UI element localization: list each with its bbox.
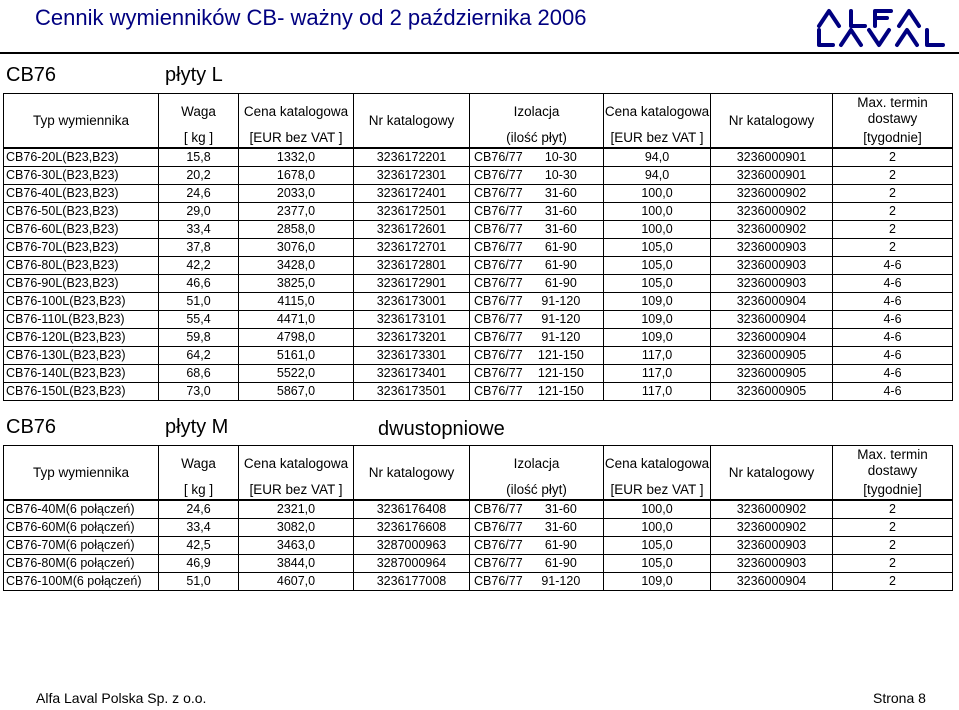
izolacja-plate-range: 121-150 <box>537 348 584 362</box>
izolacja-content <box>470 275 603 292</box>
cell-nr2: 3236000905 <box>711 383 833 401</box>
izolacja-type: CB76/77 <box>474 384 523 398</box>
cell-nr: 3236173301 <box>354 347 470 365</box>
cell-izolacja <box>470 257 604 275</box>
table-row <box>4 347 953 365</box>
col-cena-header: Cena katalogowa <box>239 446 354 481</box>
izolacja-content <box>470 383 603 400</box>
cell-waga: 33,4 <box>159 221 239 239</box>
cell-waga: 42,5 <box>159 537 239 555</box>
izolacja-content <box>470 573 603 590</box>
cell-waga: 15,8 <box>159 148 239 167</box>
table-row <box>4 239 953 257</box>
cell-typ: CB76-60M(6 połączeń) <box>4 519 159 537</box>
footer-company: Alfa Laval Polska Sp. z o.o. <box>36 690 207 706</box>
cell-nr: 3236172601 <box>354 221 470 239</box>
cell-nr2: 3236000903 <box>711 537 833 555</box>
izolacja-content <box>470 311 603 328</box>
cell-termin: 2 <box>833 221 953 239</box>
cell-cena: 5161,0 <box>239 347 354 365</box>
unit-cena2: [EUR bez VAT ] <box>604 480 711 500</box>
table-row <box>4 329 953 347</box>
izolacja-plate-range: 91-120 <box>541 312 581 326</box>
table-row <box>4 293 953 311</box>
izolacja-content <box>470 203 603 220</box>
cell-izolacja <box>470 239 604 257</box>
cell-cena2: 100,0 <box>604 185 711 203</box>
cell-izolacja <box>470 167 604 185</box>
cell-izolacja <box>470 365 604 383</box>
cell-izolacja <box>470 347 604 365</box>
cell-cena2: 105,0 <box>604 555 711 573</box>
izolacja-content <box>470 149 603 166</box>
table-row <box>4 365 953 383</box>
cell-izolacja <box>470 500 604 519</box>
cell-cena: 4115,0 <box>239 293 354 311</box>
cell-typ: CB76-40M(6 połączeń) <box>4 500 159 519</box>
cell-waga: 64,2 <box>159 347 239 365</box>
cell-nr2: 3236000902 <box>711 500 833 519</box>
izolacja-content <box>470 239 603 256</box>
cell-termin: 4-6 <box>833 257 953 275</box>
izolacja-type: CB76/77 <box>474 222 523 236</box>
cell-typ: CB76-70M(6 połączeń) <box>4 537 159 555</box>
cell-cena: 3428,0 <box>239 257 354 275</box>
table-row <box>4 500 953 519</box>
cell-nr2: 3236000905 <box>711 347 833 365</box>
cell-termin: 4-6 <box>833 311 953 329</box>
cell-cena2: 100,0 <box>604 221 711 239</box>
cell-cena: 1678,0 <box>239 167 354 185</box>
cell-cena: 2377,0 <box>239 203 354 221</box>
izolacja-plate-range: 31-60 <box>544 186 577 200</box>
termin-header-line2: dostawy <box>867 111 918 126</box>
cell-waga: 29,0 <box>159 203 239 221</box>
cell-nr2: 3236000905 <box>711 365 833 383</box>
izolacja-plate-range: 10-30 <box>544 168 577 182</box>
col-nr-header: Nr katalogowy <box>354 94 470 149</box>
cell-termin: 4-6 <box>833 365 953 383</box>
izolacja-type: CB76/77 <box>474 348 523 362</box>
cell-nr: 3236172301 <box>354 167 470 185</box>
cell-izolacja <box>470 383 604 401</box>
cell-cena: 2321,0 <box>239 500 354 519</box>
cell-cena2: 105,0 <box>604 275 711 293</box>
cell-nr: 3236173401 <box>354 365 470 383</box>
cell-nr2: 3236000902 <box>711 221 833 239</box>
table-row <box>4 555 953 573</box>
cell-izolacja <box>470 311 604 329</box>
izolacja-content <box>470 185 603 202</box>
cell-typ: CB76-60L(B23,B23) <box>4 221 159 239</box>
cell-waga: 73,0 <box>159 383 239 401</box>
izolacja-type: CB76/77 <box>474 574 523 588</box>
table-row <box>4 167 953 185</box>
cell-termin: 2 <box>833 555 953 573</box>
price-table-m <box>3 445 953 591</box>
cell-nr: 3236172701 <box>354 239 470 257</box>
izolacja-plate-range: 31-60 <box>544 520 577 534</box>
unit-waga: [ kg ] <box>159 480 239 500</box>
col-typ-header: Typ wymiennika <box>4 94 159 149</box>
cell-cena2: 100,0 <box>604 500 711 519</box>
cell-nr2: 3236000902 <box>711 185 833 203</box>
cell-cena: 3844,0 <box>239 555 354 573</box>
cell-izolacja <box>470 221 604 239</box>
izolacja-content <box>470 347 603 364</box>
izolacja-content <box>470 167 603 184</box>
cell-typ: CB76-80L(B23,B23) <box>4 257 159 275</box>
cell-typ: CB76-130L(B23,B23) <box>4 347 159 365</box>
col-nr2-header: Nr katalogowy <box>711 94 833 149</box>
table-row <box>4 519 953 537</box>
cell-cena: 3076,0 <box>239 239 354 257</box>
cell-termin: 4-6 <box>833 347 953 365</box>
cell-nr: 3287000964 <box>354 555 470 573</box>
cell-waga: 33,4 <box>159 519 239 537</box>
izolacja-content <box>470 329 603 346</box>
page-title: Cennik wymienników CB- ważny od 2 października 2006 <box>35 5 587 30</box>
izolacja-type: CB76/77 <box>474 150 523 164</box>
cell-termin: 4-6 <box>833 329 953 347</box>
cell-typ: CB76-100L(B23,B23) <box>4 293 159 311</box>
izolacja-plate-range: 10-30 <box>544 150 577 164</box>
cell-cena2: 109,0 <box>604 293 711 311</box>
cell-cena: 1332,0 <box>239 148 354 167</box>
unit-izolacja: (ilość płyt) <box>470 128 604 148</box>
cell-typ: CB76-20L(B23,B23) <box>4 148 159 167</box>
cell-termin: 2 <box>833 500 953 519</box>
unit-cena: [EUR bez VAT ] <box>239 128 354 148</box>
table-row <box>4 275 953 293</box>
section2-sublabel: płyty M <box>165 416 229 438</box>
izolacja-plate-range: 121-150 <box>537 384 584 398</box>
izolacja-plate-range: 61-90 <box>544 240 577 254</box>
izolacja-content <box>470 519 603 536</box>
table-row <box>4 221 953 239</box>
cell-nr2: 3236000903 <box>711 239 833 257</box>
cell-cena2: 105,0 <box>604 537 711 555</box>
cell-cena: 4607,0 <box>239 573 354 591</box>
cell-cena: 3825,0 <box>239 275 354 293</box>
izolacja-type: CB76/77 <box>474 168 523 182</box>
izolacja-type: CB76/77 <box>474 538 523 552</box>
col-cena-header: Cena katalogowa <box>239 94 354 129</box>
izolacja-type: CB76/77 <box>474 186 523 200</box>
izolacja-plate-range: 61-90 <box>544 276 577 290</box>
price-table-l <box>3 93 953 401</box>
cell-nr: 3236173101 <box>354 311 470 329</box>
cell-cena2: 100,0 <box>604 203 711 221</box>
cell-cena: 4471,0 <box>239 311 354 329</box>
cell-cena: 5867,0 <box>239 383 354 401</box>
cell-nr: 3236177008 <box>354 573 470 591</box>
cell-cena: 5522,0 <box>239 365 354 383</box>
table-row <box>4 311 953 329</box>
cell-nr: 3236172901 <box>354 275 470 293</box>
izolacja-type: CB76/77 <box>474 204 523 218</box>
section2-label: CB76 <box>6 416 57 438</box>
cell-cena2: 109,0 <box>604 573 711 591</box>
izolacja-plate-range: 91-120 <box>541 330 581 344</box>
cell-nr2: 3236000901 <box>711 148 833 167</box>
cell-izolacja <box>470 555 604 573</box>
cell-waga: 46,9 <box>159 555 239 573</box>
cell-nr: 3236172201 <box>354 148 470 167</box>
cell-cena2: 117,0 <box>604 383 711 401</box>
termin-header-line1: Max. termin <box>857 447 928 462</box>
cell-nr2: 3236000904 <box>711 329 833 347</box>
cell-nr2: 3236000903 <box>711 555 833 573</box>
cell-cena: 4798,0 <box>239 329 354 347</box>
cell-waga: 51,0 <box>159 573 239 591</box>
termin-header-line2: dostawy <box>867 463 918 478</box>
cell-termin: 2 <box>833 203 953 221</box>
cell-cena2: 100,0 <box>604 519 711 537</box>
cell-termin: 2 <box>833 537 953 555</box>
cell-nr2: 3236000903 <box>711 257 833 275</box>
izolacja-type: CB76/77 <box>474 276 523 290</box>
izolacja-type: CB76/77 <box>474 258 523 272</box>
col-nr2-header: Nr katalogowy <box>711 446 833 501</box>
izolacja-type: CB76/77 <box>474 502 523 516</box>
unit-termin: [tygodnie] <box>833 480 953 500</box>
cell-waga: 55,4 <box>159 311 239 329</box>
col-nr-header: Nr katalogowy <box>354 446 470 501</box>
cell-cena2: 109,0 <box>604 329 711 347</box>
izolacja-content <box>470 537 603 554</box>
col-termin-header <box>833 446 953 481</box>
col-waga-header: Waga <box>159 446 239 481</box>
cell-typ: CB76-90L(B23,B23) <box>4 275 159 293</box>
izolacja-plate-range: 91-120 <box>541 574 581 588</box>
table-row <box>4 537 953 555</box>
cell-nr2: 3236000904 <box>711 573 833 591</box>
cell-waga: 46,6 <box>159 275 239 293</box>
cell-cena2: 94,0 <box>604 167 711 185</box>
col-izolacja-header: Izolacja <box>470 446 604 481</box>
table-row <box>4 573 953 591</box>
cell-izolacja <box>470 275 604 293</box>
izolacja-type: CB76/77 <box>474 556 523 570</box>
cell-termin: 2 <box>833 573 953 591</box>
cell-cena: 3463,0 <box>239 537 354 555</box>
cell-typ: CB76-140L(B23,B23) <box>4 365 159 383</box>
table-row <box>4 185 953 203</box>
cell-nr: 3236173201 <box>354 329 470 347</box>
izolacja-content <box>470 365 603 382</box>
col-typ-header: Typ wymiennika <box>4 446 159 501</box>
cell-waga: 68,6 <box>159 365 239 383</box>
cell-izolacja <box>470 329 604 347</box>
cell-cena2: 94,0 <box>604 148 711 167</box>
cell-termin: 4-6 <box>833 383 953 401</box>
unit-izolacja: (ilość płyt) <box>470 480 604 500</box>
section1-label: CB76 <box>6 64 57 86</box>
cell-termin: 4-6 <box>833 293 953 311</box>
cell-nr2: 3236000902 <box>711 519 833 537</box>
cell-nr: 3236176608 <box>354 519 470 537</box>
termin-header-line1: Max. termin <box>857 95 928 110</box>
cell-waga: 20,2 <box>159 167 239 185</box>
col-cena2-header: Cena katalogowa <box>604 446 711 481</box>
cell-nr: 3236172401 <box>354 185 470 203</box>
table-row <box>4 203 953 221</box>
cell-nr: 3287000963 <box>354 537 470 555</box>
cell-nr: 3236173501 <box>354 383 470 401</box>
cell-nr: 3236176408 <box>354 500 470 519</box>
cell-typ: CB76-80M(6 połączeń) <box>4 555 159 573</box>
izolacja-plate-range: 31-60 <box>544 204 577 218</box>
cell-nr: 3236172801 <box>354 257 470 275</box>
izolacja-plate-range: 121-150 <box>537 366 584 380</box>
izolacja-type: CB76/77 <box>474 294 523 308</box>
cell-waga: 51,0 <box>159 293 239 311</box>
cell-waga: 59,8 <box>159 329 239 347</box>
section1-sublabel: płyty L <box>165 64 223 86</box>
cell-typ: CB76-120L(B23,B23) <box>4 329 159 347</box>
cell-cena: 3082,0 <box>239 519 354 537</box>
unit-cena: [EUR bez VAT ] <box>239 480 354 500</box>
cell-cena: 2858,0 <box>239 221 354 239</box>
col-cena2-header: Cena katalogowa <box>604 94 711 129</box>
cell-typ: CB76-50L(B23,B23) <box>4 203 159 221</box>
cell-nr2: 3236000904 <box>711 293 833 311</box>
cell-izolacja <box>470 203 604 221</box>
cell-typ: CB76-110L(B23,B23) <box>4 311 159 329</box>
cell-nr2: 3236000901 <box>711 167 833 185</box>
cell-waga: 24,6 <box>159 500 239 519</box>
izolacja-type: CB76/77 <box>474 240 523 254</box>
cell-cena2: 105,0 <box>604 239 711 257</box>
header-divider <box>0 52 959 54</box>
cell-termin: 2 <box>833 167 953 185</box>
cell-typ: CB76-70L(B23,B23) <box>4 239 159 257</box>
izolacja-plate-range: 61-90 <box>544 556 577 570</box>
izolacja-type: CB76/77 <box>474 520 523 534</box>
table-row <box>4 148 953 167</box>
section2-sublabel2: dwustopniowe <box>378 418 505 440</box>
cell-termin: 4-6 <box>833 275 953 293</box>
cell-nr2: 3236000902 <box>711 203 833 221</box>
cell-waga: 42,2 <box>159 257 239 275</box>
izolacja-plate-range: 31-60 <box>544 222 577 236</box>
cell-termin: 2 <box>833 185 953 203</box>
cell-termin: 2 <box>833 148 953 167</box>
cell-izolacja <box>470 185 604 203</box>
cell-cena2: 117,0 <box>604 347 711 365</box>
izolacja-plate-range: 31-60 <box>544 502 577 516</box>
cell-izolacja <box>470 537 604 555</box>
cell-izolacja <box>470 519 604 537</box>
cell-waga: 37,8 <box>159 239 239 257</box>
izolacja-content <box>470 293 603 310</box>
cell-waga: 24,6 <box>159 185 239 203</box>
cell-cena2: 117,0 <box>604 365 711 383</box>
unit-waga: [ kg ] <box>159 128 239 148</box>
cell-typ: CB76-40L(B23,B23) <box>4 185 159 203</box>
cell-izolacja <box>470 148 604 167</box>
cell-nr: 3236173001 <box>354 293 470 311</box>
cell-typ: CB76-100M(6 połączeń) <box>4 573 159 591</box>
cell-izolacja <box>470 293 604 311</box>
izolacja-type: CB76/77 <box>474 312 523 326</box>
cell-izolacja <box>470 573 604 591</box>
cell-nr2: 3236000904 <box>711 311 833 329</box>
cell-nr2: 3236000903 <box>711 275 833 293</box>
izolacja-type: CB76/77 <box>474 330 523 344</box>
cell-cena2: 109,0 <box>604 311 711 329</box>
cell-termin: 2 <box>833 519 953 537</box>
col-waga-header: Waga <box>159 94 239 129</box>
col-termin-header <box>833 94 953 129</box>
cell-nr: 3236172501 <box>354 203 470 221</box>
izolacja-type: CB76/77 <box>474 366 523 380</box>
izolacja-plate-range: 61-90 <box>544 538 577 552</box>
cell-termin: 2 <box>833 239 953 257</box>
izolacja-content <box>470 221 603 238</box>
izolacja-content <box>470 257 603 274</box>
cell-typ: CB76-150L(B23,B23) <box>4 383 159 401</box>
unit-termin: [tygodnie] <box>833 128 953 148</box>
cell-typ: CB76-30L(B23,B23) <box>4 167 159 185</box>
table-row <box>4 257 953 275</box>
izolacja-content <box>470 555 603 572</box>
table-row <box>4 383 953 401</box>
footer-page-number: Strona 8 <box>873 690 926 706</box>
izolacja-content <box>470 501 603 518</box>
col-izolacja-header: Izolacja <box>470 94 604 129</box>
alfa-laval-logo-icon <box>813 6 953 50</box>
unit-cena2: [EUR bez VAT ] <box>604 128 711 148</box>
izolacja-plate-range: 61-90 <box>544 258 577 272</box>
cell-cena: 2033,0 <box>239 185 354 203</box>
izolacja-plate-range: 91-120 <box>541 294 581 308</box>
cell-cena2: 105,0 <box>604 257 711 275</box>
